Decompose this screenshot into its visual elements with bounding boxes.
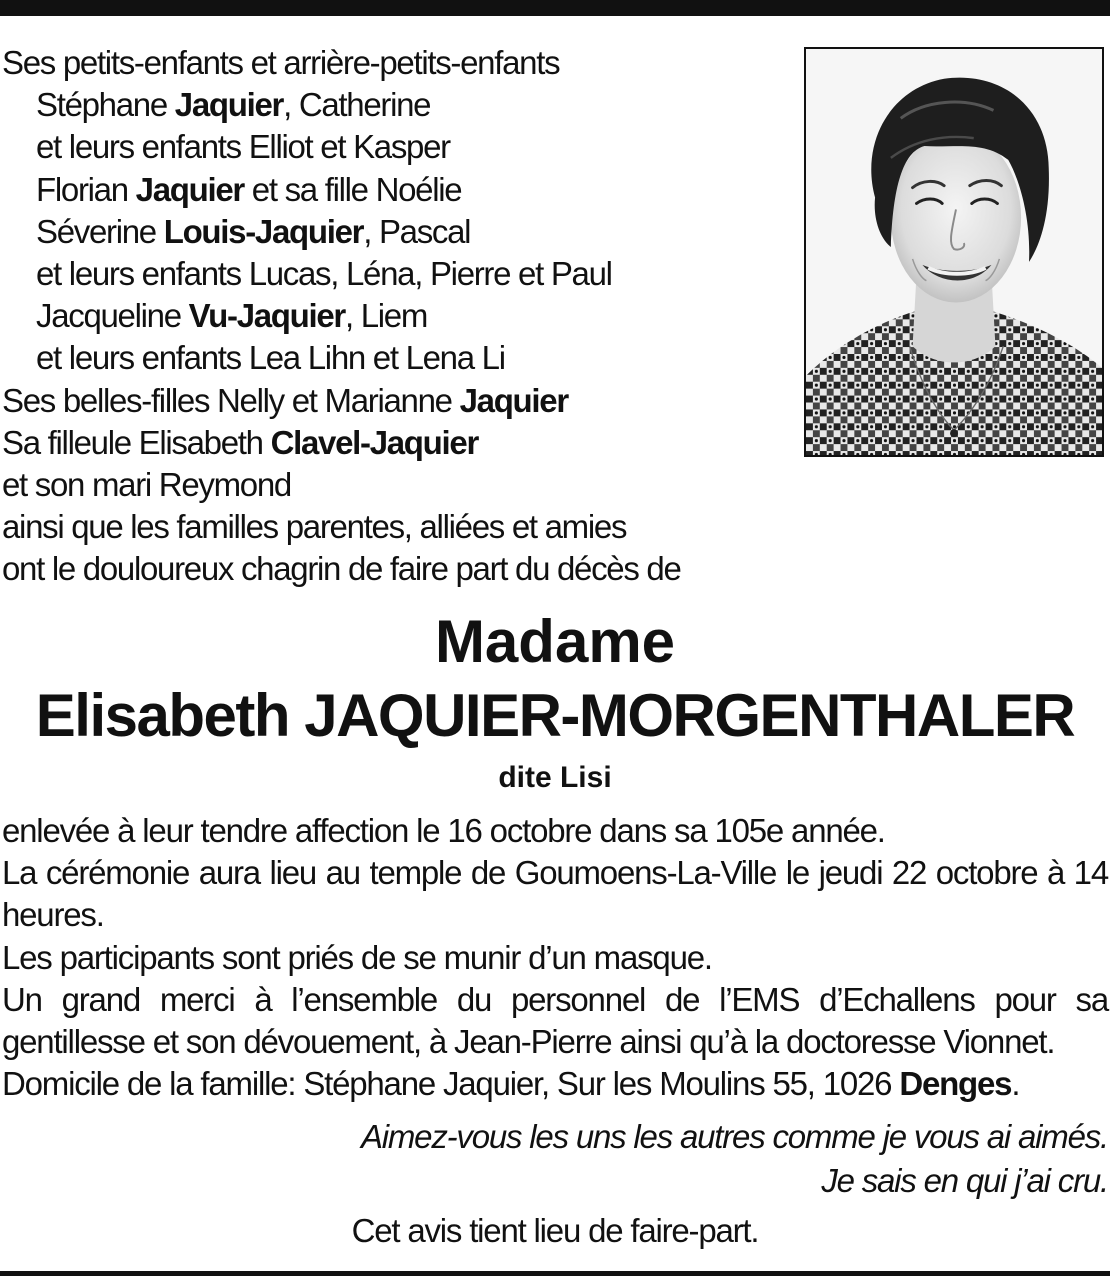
place-denges: Denges [899,1065,1012,1103]
deceased-name: Elisabeth JAQUIER-MORGENTHALER [35,682,1075,749]
family-line-belles-filles: Ses belles-filles Nelly et Marianne Jaquier [2,381,568,419]
family-line-jacqueline: Jacqueline Vu-Jaquier, Liem [36,297,428,335]
family-line-mari: et son mari Reymond [2,466,291,504]
paragraph-domicile: Domicile de la famille: Stéphane Jaquier, Sur les Moulins 55, 1026 Denges. [2,1065,1020,1103]
quote-1: Aimez-vous les uns les autres comme je vous ai aimés. [360,1118,1108,1155]
surname-jaquier: Jaquier [174,86,284,124]
surname-louis-jaquier: Louis-Jaquier [163,212,364,250]
bottom-rule [0,1271,1110,1276]
family-line-children-1: et leurs enfants Elliot et Kasper [36,128,450,166]
family-intro: Ses petits-enfants et arrière-petits-enfants [2,44,560,81]
family-list [2,42,782,591]
deceased-title: Madame [434,608,676,675]
portrait-illustration [806,49,1102,455]
family-line-children-2: et leurs enfants Lucas, Léna, Pierre et Paul [36,255,612,293]
paragraph-thanks: Un grand merci à l’ensemble du personnel de l’EMS d’Echallens pour sa gentillesse et son dévouement, à Jean-Pierre ainsi qu’à la doctoresse Vionnet. [2,980,1108,1061]
paragraph-ceremony: La cérémonie aura lieu au temple de Goumoens-La-Ville le jeudi 22 octobre à 14 heures. [2,854,1108,934]
family-line-familles: ainsi que les familles parentes, alliées et amies [2,508,627,546]
family-line-children-3: et leurs enfants Lea Lihn et Lena Li [36,339,505,377]
announcement-body [2,810,1108,1105]
surname-vu-jaquier: Vu-Jaquier [188,297,345,335]
surname-jaquier: Jaquier [459,381,568,419]
quotes [361,1115,1108,1203]
family-line-announcement: ont le douloureux chagrin de faire part du décès de [2,550,681,588]
portrait-photo [804,47,1104,457]
paragraph-passing: enlevée à leur tendre affection le 16 octobre dans sa 105e année. [2,812,885,849]
family-line-stephane: Stéphane Jaquier, Catherine [36,86,431,124]
deceased-nickname: dite Lisi [498,761,612,794]
surname-jaquier: Jaquier [135,170,244,208]
family-line-filleule: Sa filleule Elisabeth Clavel-Jaquier [2,423,478,461]
family-line-severine: Séverine Louis-Jaquier, Pascal [36,212,471,250]
paragraph-mask: Les participants sont priés de se munir d’un masque. [2,938,712,976]
top-rule [0,0,1110,16]
closing-note: Cet avis tient lieu de faire-part. [351,1212,759,1249]
surname-clavel-jaquier: Clavel-Jaquier [270,423,478,461]
family-line-florian: Florian Jaquier et sa fille Noélie [36,170,462,208]
quote-2: Je sais en qui j’ai cru. [821,1162,1108,1199]
